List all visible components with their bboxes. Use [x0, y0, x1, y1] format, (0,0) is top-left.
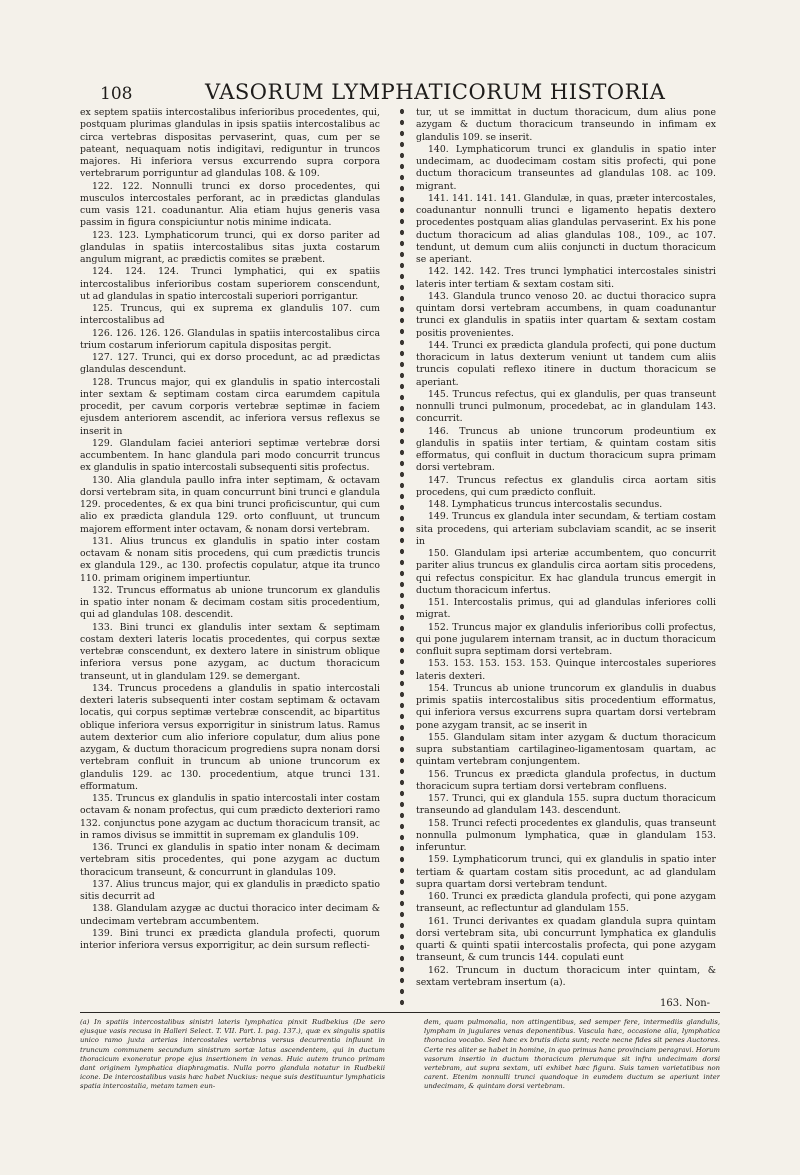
- paragraph: 131. Alius truncus ex glandulis in spatio inter costam octavam & nonam sitis procedens, qui cum prædictis truncis ex glandula 129., ac 130. profectis copulatur, atque ita trunco 110. primam originem impertiuntur.: [80, 535, 380, 584]
- paragraph: 151. Intercostalis primus, qui ad glandulas inferiores colli migrat.: [416, 597, 716, 621]
- paragraph: 160. Trunci ex prædicta glandula profecti, qui pone azygam transeunt, ac reflectuntur ad glandulam 155.: [416, 891, 716, 915]
- paragraph: 144. Trunci ex prædicta glandula profecti, qui pone ductum thoracicum in latus dexterum veniunt ut tandem cum aliis truncis copulati reflexo itinere in ductum thoracicum se aperiant.: [416, 339, 716, 388]
- paragraph: 147. Truncus refectus ex glandulis circa aortam sitis procedens, qui cum prædicto confluit.: [416, 474, 716, 498]
- paragraph: 130. Alia glandula paullo infra inter septimam, & octavam dorsi vertebram sita, in quam concurrunt bini trunci e glandula 129. procedentes, & ex qua bini trunci proficiscuntur, qui cum alio ex prædicta glandula 129. orto confluunt, ut truncum majorem efforment inter octavam, & nonam dorsi vertebram.: [80, 474, 380, 535]
- paragraph: 154. Truncus ab unione truncorum ex glandulis in duabus primis spatiis intercostalibus sitis procedentium efformatus, qui inferiora versus excurrens supra quartam dorsi vertebram pone azygam transit, ac se inserit in: [416, 682, 716, 731]
- footnote-left: [80, 1018, 385, 1168]
- paragraph: 126. 126. 126. 126. Glandulas in spatiis intercostalibus circa trium costarum inferiorum capitula dispositas pergit.: [80, 327, 380, 351]
- paragraph: 145. Truncus refectus, qui ex glandulis, per quas transeunt nonnulli trunci pulmonum, procedebat, ac in glandulam 143. concurrit.: [416, 388, 716, 425]
- paragraph: 133. Bini trunci ex glandulis inter sextam & septimam costam dexteri lateris locatis procedentes, qui corpus sextæ vertebræ conscendunt, ex dextero latere in sinistrum oblique inferiora versus pone azygam, ac ductum thoracicum transeunt, ut in glandulam 129. se demergant.: [80, 621, 380, 682]
- paragraph: 125. Truncus, qui ex suprema ex glandulis 107. cum intercostalibus ad: [80, 303, 380, 327]
- footnote-right: [424, 1018, 720, 1128]
- paragraph: 136. Trunci ex glandulis in spatio inter nonam & decimam vertebram sitis procedentes, qui pone azygam ac ductum thoracicum transeunt, & concurrunt in glandulas 109.: [80, 842, 380, 878]
- paragraph: 150. Glandulam ipsi arteriæ accumbentem, quo concurrit pariter alius truncus ex glandulis circa aortam sitis procedens, qui refectus conspicitur. Ex hac glandula truncus emergit in ductum thoracicum infertus.: [416, 548, 716, 596]
- footnote-right-text: dem, quam pulmonalia, non attingentibus, sed semper fere, intermediis glandulis, lympham in jugulares venas deponentibus. Vascula hæc, occasione alia, lymphatica thoracica vocabo. Sed hæc ex brutis dicta sunt; recte necne fides sit penes Auctores. Certe res aliter se habet in homine, in quo primus hanc provinciam peragravi. Horum vasorum insertio in ductum thoracicum plerumque sit infra undecimam dorsi vertebram, aut supra sextam, uti exhibet hæc figura. Suis tamen varietatibus non carent. Etenim nonnulli trunci quandoque in eumdem ductum se aperiunt inter undecimam, & quintam dorsi vertebram.: [424, 1018, 720, 1091]
- paragraph: 155. Glandulam sitam inter azygam & ductum thoracicum supra substantiam cartilagineo-ligamentosam quartam, ac quintam vertebram conjungentem.: [416, 731, 716, 768]
- paragraph: 139. Bini trunci ex prædicta glandula profecti, quorum interior inferiora versus exporrigitur, ac dein sursum reflecti-: [80, 927, 380, 951]
- paragraph: tur, ut se immittat in ductum thoracicum, dum alius pone azygam & ductum thoracicum transeundo in infimam ex glandulis 109. se inserit.: [416, 107, 716, 143]
- page-number: 108: [100, 84, 133, 104]
- paragraph: 140. Lymphaticorum trunci ex glandulis in spatio inter undecimam, ac duodecimam costam sitis profecti, qui pone ductum thoracicum transeuntes ad glandulas 108. ac 109. migrant.: [416, 143, 716, 192]
- paragraph: 146. Truncus ab unione truncorum prodeuntium ex glandulis in spatiis inter tertiam, & quintam costam sitis efformatus, qui confluit in ductum thoracicum supra primam dorsi vertebram.: [416, 425, 716, 474]
- paragraph: 149. Truncus ex glandula inter secundam, & tertiam costam sita procedens, qui arteriam subclaviam scandit, ac se inserit in: [416, 511, 716, 547]
- paragraph: ex septem spatiis intercostalibus inferioribus procedentes, qui, postquam plurimas glandulas in ipsis spatiis intercostalibus ac circa vertebras dispositas pervaserint, quas, cum per se pateant, nequaquam notis indigitavi, rediguntur in truncos majores. Hi inferiora versus excurrendo supra corpora vertebrarum porriguntur ad glandulas 108. & 109.: [80, 107, 380, 180]
- paragraph: 153. 153. 153. 153. 153. Quinque intercostales superiores lateris dexteri.: [416, 658, 716, 682]
- paragraph: 156. Truncus ex prædicta glandula profectus, in ductum thoracicum supra tertiam dorsi vertebram confluens.: [416, 768, 716, 792]
- footnote-left-text: (a) In spatiis intercostalibus sinistri lateris lymphatica pinxit Rudbekius (De sero ejusque vasis recusa in Halleri Select. T. VII. Part. I. pag. 137.), quæ ex singulis spatiis unico ramo juxta arterias intercostales vertebras versus decurrentia influunt in truncum communem secundum sinistrum sortæ latus ascendentem, qui in ductum thoracicum exoneratur prope ejus insertionem in venas. Huic autem trunco primam dant originem lymphatica diaphragmatis. Nulla porro glandula notatur in Rudbekii icone. De intercostalibus vasis hæc habet Nuckius: neque suis destituuntur lymphaticis spatia intercostalia, metam tamen eun-: [80, 1018, 385, 1091]
- paragraph: 157. Trunci, qui ex glandula 155. supra ductum thoracicum transeundo ad glandulam 143. descendunt.: [416, 793, 716, 817]
- paragraph: 123. 123. Lymphaticorum trunci, qui ex dorso pariter ad glandulas in spatiis intercostalibus sitas juxta costarum angulum migrant, ac prædictis comites se præbent.: [80, 229, 380, 265]
- paragraph: 142. 142. 142. Tres trunci lymphatici intercostales sinistri lateris inter tertiam & sextam costam siti.: [416, 266, 716, 290]
- paragraph: 159. Lymphaticorum trunci, qui ex glandulis in spatio inter tertiam & quartam costam sitis procedunt, ac ad glandulam supra quartam dorsi vertebram tendunt.: [416, 854, 716, 890]
- paragraph: 152. Truncus major ex glandulis inferioribus colli profectus, qui pone jugularem internam transit, ac in ductum thoracicum confluit supra septimam dorsi vertebram.: [416, 621, 716, 657]
- paragraph: 138. Glandulam azygæ ac ductui thoracico inter decimam & undecimam vertebram accumbentem.: [80, 903, 380, 927]
- paragraph: 162. Truncum in ductum thoracicum inter quintam, & sextam vertebram insertum (a).: [416, 964, 716, 988]
- paragraph: 134. Truncus procedens a glandulis in spatio intercostali dexteri lateris subsequenti inter costam septimam & octavam locatis, qui corpus septimæ vertebræ conscendit, ac bipartitus oblique inferiora versus exporrigitur in sinistrum latus. Ramus autem dexterior cum alio inferiore copulatur, dum alius pone azygam, & ductum thoracicum progrediens supra nonam dorsi vertebram confluit in truncum ab unione truncorum ex glandulis 129. ac 130. procedentium, atque trunci 131. efformatum.: [80, 682, 380, 792]
- paragraph: 124. 124. 124. Trunci lymphatici, qui ex spatiis intercostalibus inferioribus costam superiorem conscendunt, ut ad glandulas in spatio intercostali superiori porrigantur.: [80, 266, 380, 302]
- catchword: 163. Non-: [660, 998, 711, 1009]
- paragraph: 135. Truncus ex glandulis in spatio intercostali inter costam octavam & nonam profectus, qui cum prædicto dexteriori ramo 132. conjunctus pone azygam ac ductum thoracicum transit, ac in ramos divisus se immittit in supremam ex glandulis 109.: [80, 793, 380, 841]
- paragraph: 128. Truncus major, qui ex glandulis in spatio intercostali inter sextam & septimam costam circa earumdem capitula procedit, per cavum corporis vertebræ septimæ in faciem ejusdem anteriorem ascendit, ac inferiora versus reflexus se inserit in: [80, 376, 380, 437]
- right-text-column: [416, 107, 716, 993]
- paragraph: 143. Glandula trunco venoso 20. ac ductui thoracico supra quintam dorsi vertebram accumbens, in quam coadunantur trunci ex glandulis in spatiis inter quartam & sextam costam positis provenientes.: [416, 290, 716, 339]
- paragraph: 132. Truncus efformatus ab unione truncorum ex glandulis in spatio inter nonam & decimam costam sitis procedentium, qui ad glandulas 108. descendit.: [80, 584, 380, 621]
- footnote-rule: [80, 1012, 720, 1013]
- paragraph: 158. Trunci refecti procedentes ex glandulis, quas transeunt nonnulla pulmonum lymphatica, quæ in glandulam 153. inferuntur.: [416, 817, 716, 853]
- left-text-column: [80, 107, 380, 1007]
- ornamental-column-divider: [397, 106, 407, 1006]
- paragraph: 141. 141. 141. 141. Glandulæ, in quas, præter intercostales, coadunantur nonnulli trunci e ligamento hepatis dextero procedentes postquam alias glandulas pervaserint. Ex his pone ductum thoracicum ad alias glandulas 108., 109., ac 107. tendunt, ut demum cum aliis conjuncti in ductum thoracicum se aperiant.: [416, 192, 716, 265]
- paragraph: 129. Glandulam faciei anteriori septimæ vertebræ dorsi accumbentem. In hanc glandula pari modo concurrit truncus ex glandulis in spatio intercostali subsequenti sitis profectus.: [80, 437, 380, 474]
- paragraph: 161. Trunci derivantes ex quadam glandula supra quintam dorsi vertebram sita, ubi concurrunt lymphatica ex glandulis quarti & quinti spatii intercostalis profecta, qui pone azygam transeunt, & cum truncis 144. copulati eunt: [416, 915, 716, 964]
- paragraph: 148. Lymphaticus truncus intercostalis secundus.: [428, 499, 663, 510]
- page-header: [100, 80, 720, 110]
- paragraph: 137. Alius truncus major, qui ex glandulis in prædicto spatio sitis decurrit ad: [80, 878, 380, 902]
- running-title: VASORUM LYMPHATICORUM HISTORIA: [205, 80, 666, 104]
- paragraph: 127. 127. Trunci, qui ex dorso procedunt, ac ad prædictas glandulas descendunt.: [80, 352, 380, 376]
- paragraph: 122. 122. Nonnulli trunci ex dorso procedentes, qui musculos intercostales perforant, ac in prædictas glandulas cum vasis 121. coadunantur. Alia etiam hujus generis vasa passim in figura conspiciuntur notis minime indicata.: [80, 180, 380, 229]
